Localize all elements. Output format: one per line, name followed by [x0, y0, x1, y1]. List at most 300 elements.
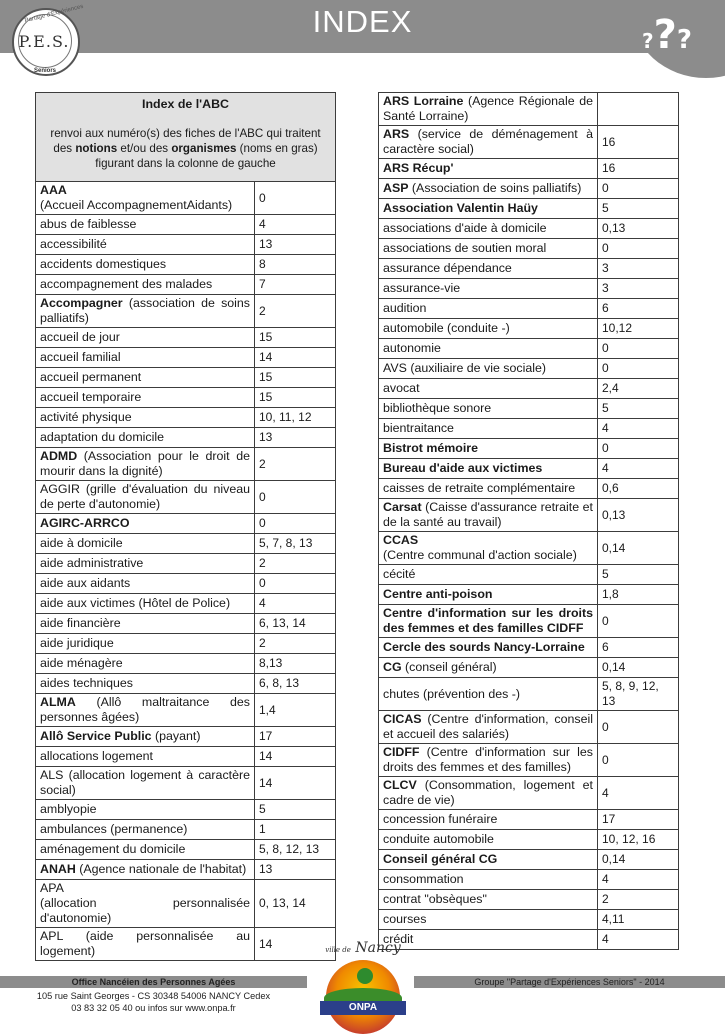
sheet-numbers-cell: 14	[255, 747, 336, 767]
table-row	[379, 777, 679, 810]
term-text: conduite automobile	[383, 832, 494, 846]
sheet-numbers-cell: 17	[255, 727, 336, 747]
sheet-numbers-cell: 4	[598, 930, 679, 950]
table-row	[379, 319, 679, 339]
term-cell	[379, 259, 598, 279]
sheet-numbers-cell: 3	[598, 279, 679, 299]
sheet-numbers-cell: 5, 7, 8, 13	[255, 534, 336, 554]
table-row	[36, 348, 336, 368]
sheet-numbers-cell: 0, 13, 14	[255, 880, 336, 928]
term-text: cécité	[383, 567, 416, 581]
term-cell	[36, 481, 255, 514]
organism-name: Centre d'information sur les droits des femmes et des familles CIDFF	[383, 606, 593, 635]
table-row	[379, 930, 679, 950]
organism-name: Conseil général CG	[383, 852, 498, 866]
term-text: aide à domicile	[40, 536, 123, 550]
table-row	[36, 182, 336, 215]
term-text: chutes (prévention des -)	[383, 686, 521, 701]
table-row	[379, 339, 679, 359]
term-cell	[379, 459, 598, 479]
sheet-numbers-cell: 5	[255, 800, 336, 820]
table-row	[379, 359, 679, 379]
sheet-numbers-cell: 7	[255, 275, 336, 295]
term-text: ALS (allocation logement à caractère social)	[40, 768, 254, 797]
term-cell	[379, 239, 598, 259]
table-row	[36, 275, 336, 295]
sheet-numbers-cell: 16	[598, 159, 679, 179]
term-cell	[36, 368, 255, 388]
sheet-numbers-cell: 0	[255, 182, 336, 215]
sheet-numbers-cell: 5	[598, 199, 679, 219]
term-text: APA	[40, 881, 64, 895]
table-row	[379, 890, 679, 910]
term-text: aide aux victimes (Hôtel de Police)	[40, 596, 231, 610]
table-row	[36, 767, 336, 800]
term-cell	[36, 255, 255, 275]
sheet-numbers-cell: 6, 8, 13	[255, 674, 336, 694]
term-cell	[379, 890, 598, 910]
term-text: abus de faiblesse	[40, 217, 137, 231]
term-cell	[36, 275, 255, 295]
sheet-numbers-cell: 1,8	[598, 585, 679, 605]
table-row	[379, 638, 679, 658]
term-text: adaptation du domicile	[40, 430, 164, 444]
term-text: associations d'aide à domicile	[383, 221, 547, 235]
term-cell	[36, 840, 255, 860]
term-text: bientraitance	[383, 421, 454, 435]
term-text: (Association pour le droit de mourir dans la dignité)	[40, 449, 254, 478]
table-row	[379, 565, 679, 585]
term-cell	[36, 880, 255, 928]
table-row	[379, 711, 679, 744]
term-cell	[379, 930, 598, 950]
term-text: aide ménagère	[40, 656, 123, 670]
sheet-numbers-cell: 15	[255, 328, 336, 348]
table-row	[36, 840, 336, 860]
sheet-numbers-cell: 2	[255, 634, 336, 654]
table-row	[379, 126, 679, 159]
table-row	[36, 514, 336, 534]
organism-name: ARS	[383, 127, 410, 141]
term-cell	[379, 605, 598, 638]
logo-label: Seniors	[34, 68, 57, 74]
term-cell	[36, 235, 255, 255]
table-row	[379, 658, 679, 678]
term-cell	[379, 359, 598, 379]
organism-name: ANAH	[40, 862, 76, 876]
term-text: (Association de soins palliatifs)	[408, 181, 582, 195]
sheet-numbers-cell: 0	[598, 339, 679, 359]
term-cell	[36, 747, 255, 767]
term-cell	[36, 674, 255, 694]
sheet-numbers-cell: 0	[255, 514, 336, 534]
table-row	[36, 408, 336, 428]
sheet-numbers-cell: 2	[255, 295, 336, 328]
term-text: avocat	[383, 381, 420, 395]
term-cell	[379, 711, 598, 744]
organism-name: Bistrot mémoire	[383, 441, 479, 455]
term-cell	[379, 830, 598, 850]
term-text: (Allô maltraitance des personnes âgées)	[40, 695, 254, 724]
term-text: (Centre d'information sur les droits des femmes et des familles)	[383, 745, 597, 774]
question-mark-small: ?	[642, 29, 654, 53]
term-cell	[379, 910, 598, 930]
sheet-numbers-cell: 0	[598, 439, 679, 459]
table-row	[36, 928, 336, 961]
table-row	[36, 235, 336, 255]
sheet-numbers-cell: 4	[255, 215, 336, 235]
table-row	[36, 481, 336, 514]
table-row	[379, 744, 679, 777]
term-cell	[36, 654, 255, 674]
table-row	[36, 694, 336, 727]
sheet-numbers-cell: 1,4	[255, 694, 336, 727]
term-text: amblyopie	[40, 802, 97, 816]
term-cell	[36, 448, 255, 481]
table-row	[379, 219, 679, 239]
term-cell	[36, 767, 255, 800]
term-cell	[379, 870, 598, 890]
onpa-label: ONPA	[320, 1001, 406, 1015]
sheet-numbers-cell: 4	[598, 870, 679, 890]
sheet-numbers-cell: 0	[255, 574, 336, 594]
sheet-numbers-cell	[598, 93, 679, 126]
organism-name: CG	[383, 660, 402, 674]
table-row	[36, 574, 336, 594]
tree-icon	[357, 968, 373, 984]
sheet-numbers-cell: 1	[255, 820, 336, 840]
table-title: Index de l'ABC	[142, 97, 229, 111]
footer-address-block	[0, 990, 307, 1014]
term-cell	[379, 777, 598, 810]
sheet-numbers-cell: 17	[598, 810, 679, 830]
term-text: assurance-vie	[383, 281, 461, 295]
term-cell	[36, 408, 255, 428]
sheet-numbers-cell: 5, 8, 9, 12, 13	[598, 678, 679, 711]
pes-logo	[8, 4, 86, 80]
table-row	[379, 810, 679, 830]
term-text: aide administrative	[40, 556, 144, 570]
term-text: allocations logement	[40, 749, 153, 763]
sheet-numbers-cell: 5	[598, 399, 679, 419]
table-row	[36, 448, 336, 481]
table-row	[379, 379, 679, 399]
term-cell	[36, 534, 255, 554]
table-row	[36, 800, 336, 820]
term-text: caisses de retraite complémentaire	[383, 481, 576, 495]
term-text: accueil permanent	[40, 370, 142, 384]
logo-arc-text: Partage d'Expériences	[24, 3, 85, 25]
term-cell	[36, 348, 255, 368]
sheet-numbers-cell: 10,12	[598, 319, 679, 339]
table-row	[379, 279, 679, 299]
term-text: aide aux aidants	[40, 576, 131, 590]
term-cell	[36, 554, 255, 574]
table-row	[379, 678, 679, 711]
organism-name: ADMD	[40, 449, 78, 463]
term-cell	[36, 614, 255, 634]
sheet-numbers-cell: 16	[598, 126, 679, 159]
sheet-numbers-cell: 5, 8, 12, 13	[255, 840, 336, 860]
term-text: autonomie	[383, 341, 441, 355]
term-text: AVS (auxiliaire de vie sociale)	[383, 361, 546, 375]
table-row	[36, 534, 336, 554]
term-cell	[379, 439, 598, 459]
question-mark-large: ?	[653, 12, 677, 58]
table-row	[379, 259, 679, 279]
organism-name: Carsat	[383, 500, 422, 514]
term-cell	[379, 744, 598, 777]
term-cell	[36, 860, 255, 880]
term-cell	[36, 694, 255, 727]
table-row	[379, 239, 679, 259]
sheet-numbers-cell: 0,13	[598, 499, 679, 532]
left-table-body	[36, 182, 336, 961]
term-cell	[379, 419, 598, 439]
table-row	[379, 479, 679, 499]
table-row	[36, 255, 336, 275]
term-text: accompagnement des malades	[40, 277, 213, 291]
table-row	[379, 605, 679, 638]
table-row	[36, 674, 336, 694]
table-row	[36, 388, 336, 408]
sheet-numbers-cell: 4	[598, 777, 679, 810]
term-cell	[36, 574, 255, 594]
table-row	[36, 880, 336, 928]
organism-name: ALMA	[40, 695, 76, 709]
table-row	[36, 594, 336, 614]
organism-name: Centre anti-poison	[383, 587, 493, 601]
table-row	[36, 860, 336, 880]
sheet-numbers-cell: 6	[598, 299, 679, 319]
term-cell	[379, 299, 598, 319]
footer-group: Groupe "Partage d'Expériences Seniors" - 2014	[474, 977, 665, 987]
table-row	[379, 459, 679, 479]
term-text: (payant)	[151, 729, 201, 743]
sheet-numbers-cell: 6	[598, 638, 679, 658]
sheet-numbers-cell: 5	[598, 565, 679, 585]
term-cell	[36, 594, 255, 614]
organism-name: CICAS	[383, 712, 422, 726]
organism-name: CLCV	[383, 778, 417, 792]
sheet-numbers-cell: 14	[255, 928, 336, 961]
term-text: (service de déménagement à caractère social)	[383, 127, 597, 156]
term-text: (conseil général)	[401, 660, 497, 674]
term-text: (Consommation, logement et cadre de vie)	[383, 778, 597, 807]
term-cell	[379, 850, 598, 870]
term-text: consommation	[383, 872, 464, 886]
term-text: ambulances (permanence)	[40, 822, 188, 836]
footer-org: Office Nancéien des Personnes Agées	[71, 977, 236, 987]
table-row	[36, 727, 336, 747]
sheet-numbers-cell: 4,11	[598, 910, 679, 930]
term-text: crédit	[383, 932, 414, 946]
sheet-numbers-cell: 0	[598, 605, 679, 638]
term-text: bibliothèque sonore	[383, 401, 492, 415]
table-row	[379, 870, 679, 890]
sheet-numbers-cell: 15	[255, 388, 336, 408]
onpa-logo	[318, 940, 408, 1024]
term-cell	[379, 179, 598, 199]
term-cell	[379, 499, 598, 532]
table-row	[379, 199, 679, 219]
term-cell	[36, 514, 255, 534]
term-cell	[36, 820, 255, 840]
sheet-numbers-cell: 10, 12, 16	[598, 830, 679, 850]
table-row	[379, 499, 679, 532]
sheet-numbers-cell: 0	[598, 711, 679, 744]
sheet-numbers-cell: 6, 13, 14	[255, 614, 336, 634]
term-cell	[379, 199, 598, 219]
table-row	[379, 419, 679, 439]
term-cell	[379, 279, 598, 299]
sheet-numbers-cell: 2	[598, 890, 679, 910]
table-row	[36, 747, 336, 767]
term-cell	[379, 126, 598, 159]
term-text: accessibilité	[40, 237, 107, 251]
term-cell	[379, 532, 598, 565]
term-cell	[379, 585, 598, 605]
table-row	[379, 850, 679, 870]
term-cell	[36, 182, 255, 215]
term-cell	[379, 658, 598, 678]
table-row	[379, 910, 679, 930]
term-text: (Agence nationale de l'habitat)	[75, 862, 247, 876]
term-text: AGGIR (grille d'évaluation du niveau de perte d'autonomie)	[40, 482, 254, 511]
term-cell	[36, 800, 255, 820]
sheet-numbers-cell: 4	[598, 459, 679, 479]
organism-name: CCAS	[383, 533, 419, 547]
term-cell	[379, 479, 598, 499]
term-cell	[36, 727, 255, 747]
footer-contact: 03 83 32 05 40 ou infos sur www.onpa.fr	[71, 1003, 236, 1013]
table-row	[36, 634, 336, 654]
sheet-numbers-cell: 15	[255, 368, 336, 388]
table-row	[36, 215, 336, 235]
sheet-numbers-cell: 0	[255, 481, 336, 514]
sheet-numbers-cell: 2	[255, 554, 336, 574]
term-cell	[379, 810, 598, 830]
sheet-numbers-cell: 13	[255, 860, 336, 880]
organism-name: Accompagner	[40, 296, 123, 310]
sheet-numbers-cell: 0,14	[598, 658, 679, 678]
sheet-numbers-cell: 14	[255, 348, 336, 368]
table-row	[36, 654, 336, 674]
sheet-numbers-cell: 3	[598, 259, 679, 279]
logo-name: P.E.S.	[18, 32, 70, 51]
table-row	[379, 299, 679, 319]
term-text: (Accueil AccompagnementAidants)	[40, 198, 233, 212]
term-cell	[36, 295, 255, 328]
term-cell	[379, 678, 598, 711]
term-text: accueil familial	[40, 350, 121, 364]
table-row	[36, 295, 336, 328]
table-header-row	[36, 93, 336, 182]
term-cell	[379, 399, 598, 419]
term-cell	[36, 215, 255, 235]
table-row	[379, 179, 679, 199]
term-text: accidents domestiques	[40, 257, 167, 271]
table-row	[379, 532, 679, 565]
term-text-2: (allocation personnalisée d'autonomie)	[40, 896, 250, 925]
term-text: (association de soins palliatifs)	[40, 296, 254, 325]
term-text: accueil de jour	[40, 330, 120, 344]
organism-name: ASP	[383, 181, 409, 195]
sheet-numbers-cell: 0,14	[598, 850, 679, 870]
term-cell	[36, 328, 255, 348]
term-text: (Centre d'information, conseil et accueil des salariés)	[383, 712, 597, 741]
term-cell	[36, 428, 255, 448]
table-row	[379, 93, 679, 126]
question-mark-medium: ?	[676, 25, 692, 55]
sheet-numbers-cell: 0	[598, 744, 679, 777]
term-cell	[379, 638, 598, 658]
organism-name: Allô Service Public	[40, 729, 152, 743]
sheet-numbers-cell: 0	[598, 359, 679, 379]
sheet-numbers-cell: 4	[598, 419, 679, 439]
term-text: aides techniques	[40, 676, 133, 690]
term-text: (Agence Régionale de Santé Lorraine)	[383, 94, 597, 123]
table-row	[36, 614, 336, 634]
table-row	[379, 159, 679, 179]
term-cell	[379, 93, 598, 126]
sheet-numbers-cell: 2,4	[598, 379, 679, 399]
index-table-right	[378, 92, 679, 950]
sheet-numbers-cell: 14	[255, 767, 336, 800]
table-row	[379, 439, 679, 459]
table-header	[36, 93, 336, 182]
table-row	[36, 368, 336, 388]
nancy-logo-text: ville de Nancy	[325, 940, 401, 956]
term-cell	[379, 379, 598, 399]
organism-name: Association Valentin Haüy	[383, 201, 538, 215]
index-table-left	[35, 92, 336, 961]
term-text: assurance dépendance	[383, 261, 512, 275]
organism-name: CIDFF	[383, 745, 420, 759]
term-cell	[379, 339, 598, 359]
sheet-numbers-cell: 13	[255, 428, 336, 448]
term-text: (Centre communal d'action sociale)	[383, 548, 577, 562]
term-cell	[36, 634, 255, 654]
sheet-numbers-cell: 8,13	[255, 654, 336, 674]
table-row	[379, 585, 679, 605]
term-text: (Caisse d'assurance retraite et de la santé au travail)	[383, 500, 597, 529]
sheet-numbers-cell: 0	[598, 179, 679, 199]
term-text: APL (aide personnalisée au logement)	[40, 929, 254, 958]
term-text: courses	[383, 912, 427, 926]
term-text: accueil temporaire	[40, 390, 142, 404]
term-text: aide juridique	[40, 636, 114, 650]
table-subtitle: renvoi aux numéro(s) des fiches de l'ABC qui traitent des notions et/ou des organismes (noms en gras) figurant dans la colonne de gauche	[50, 127, 321, 170]
organism-name: Cercle des sourds Nancy-Lorraine	[383, 640, 585, 654]
organism-name: AGIRC-ARRCO	[40, 516, 130, 530]
term-text: automobile (conduite -)	[383, 321, 510, 335]
table-row	[379, 830, 679, 850]
term-text: contrat "obsèques"	[383, 892, 487, 906]
term-text: aménagement du domicile	[40, 842, 186, 856]
sheet-numbers-cell: 8	[255, 255, 336, 275]
sheet-numbers-cell: 10, 11, 12	[255, 408, 336, 428]
footer-address: 105 rue Saint Georges - CS 30348 54006 NANCY Cedex	[36, 991, 271, 1001]
sheet-numbers-cell: 0,6	[598, 479, 679, 499]
sheet-numbers-cell: 13	[255, 235, 336, 255]
organism-name: AAA	[40, 183, 67, 197]
right-table-body	[379, 93, 679, 950]
table-row	[36, 820, 336, 840]
organism-name: ARS Récup'	[383, 161, 454, 175]
term-text: aide financière	[40, 616, 121, 630]
term-text: concession funéraire	[383, 812, 498, 826]
